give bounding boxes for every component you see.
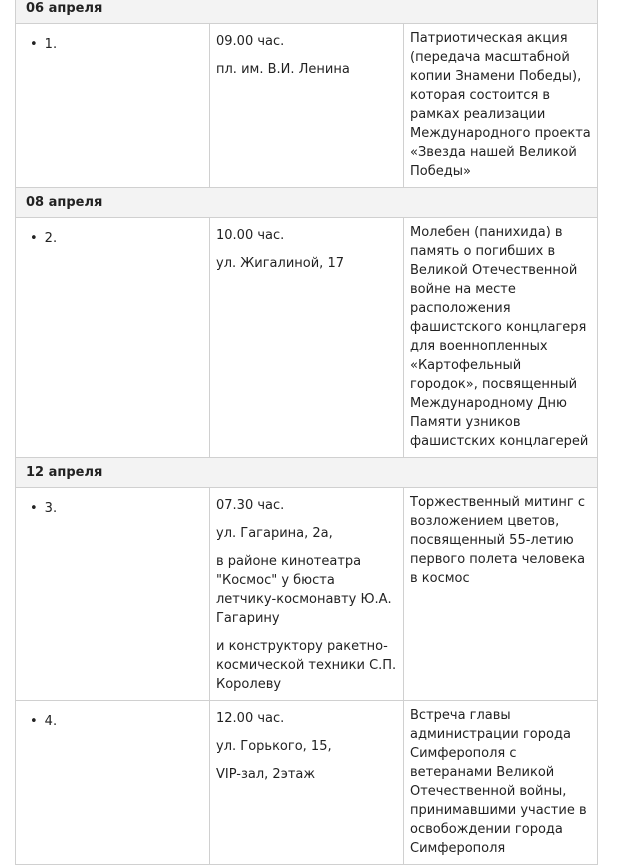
date-heading: 12 апреля bbox=[16, 458, 598, 488]
event-number-cell bbox=[16, 218, 210, 458]
event-time-place-cell bbox=[210, 24, 404, 188]
event-description: Торжественный митинг с возложением цветов, посвященный 55-летию первого полета человека в космос bbox=[404, 488, 598, 701]
event-time-place-cell bbox=[210, 701, 404, 865]
bullet-icon: • bbox=[30, 231, 38, 246]
event-location-note: VIP-зал, 2этаж bbox=[216, 767, 316, 782]
bullet-icon: • bbox=[30, 501, 38, 516]
event-address: ул. Жигалиной, 17 bbox=[216, 256, 344, 271]
event-time-place-cell bbox=[210, 488, 404, 701]
event-time-place-cell bbox=[210, 218, 404, 458]
event-number: 3. bbox=[44, 501, 58, 516]
event-time: 10.00 час. bbox=[216, 228, 285, 243]
event-description: Молебен (панихида) в память о погибших в Великой Отечественной войне на месте расположения фашистского концлагеря для военнопленных «Картофельный городок», посвященный Международному Дню Памяти узников фашистских концлагерей bbox=[404, 218, 598, 458]
date-heading: 08 апреля bbox=[16, 188, 598, 218]
event-address: ул. Горького, 15, bbox=[216, 739, 332, 754]
table-row bbox=[16, 488, 598, 701]
date-row bbox=[16, 188, 598, 218]
events-table bbox=[15, 0, 598, 865]
table-row bbox=[16, 24, 598, 188]
table-row bbox=[16, 218, 598, 458]
date-row bbox=[16, 458, 598, 488]
bullet-icon: • bbox=[30, 37, 38, 52]
date-heading: 06 апреля bbox=[16, 0, 598, 24]
bullet-icon: • bbox=[30, 714, 38, 729]
event-number: 2. bbox=[44, 231, 58, 246]
date-row bbox=[16, 0, 598, 24]
event-time: 09.00 час. bbox=[216, 34, 285, 49]
event-number-cell bbox=[16, 24, 210, 188]
event-number-cell bbox=[16, 701, 210, 865]
event-address: пл. им. В.И. Ленина bbox=[216, 62, 350, 77]
event-description: Патриотическая акция (передача масштабной копии Знамени Победы), которая состоится в рамках реализации Международного проекта «Звезда нашей Великой Победы» bbox=[404, 24, 598, 188]
table-row bbox=[16, 701, 598, 865]
event-number: 4. bbox=[44, 714, 58, 729]
event-description: Встреча главы администрации города Симферополя с ветеранами Великой Отечественной войны, принимавшими участие в освобождении города Симферополя bbox=[404, 701, 598, 865]
event-address: ул. Гагарина, 2а, bbox=[216, 526, 333, 541]
event-location-note: в районе кинотеатра "Космос" у бюста летчику-космонавту Ю.А. Гагарину bbox=[216, 554, 392, 626]
event-time: 07.30 час. bbox=[216, 498, 285, 513]
event-number: 1. bbox=[44, 37, 58, 52]
event-location-note: и конструктору ракетно-космической техники С.П. Королеву bbox=[216, 639, 397, 692]
event-time: 12.00 час. bbox=[216, 711, 285, 726]
event-number-cell bbox=[16, 488, 210, 701]
